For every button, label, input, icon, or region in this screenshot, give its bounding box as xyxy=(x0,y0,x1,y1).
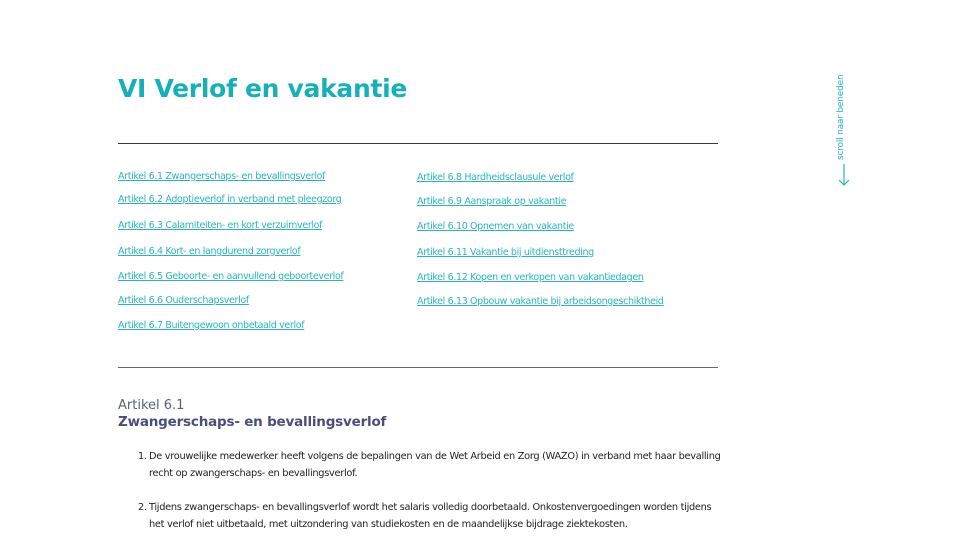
toc-link-6-7[interactable]: Artikel 6.7 Buitengewoon onbetaald verlof xyxy=(118,320,305,331)
toc-link-6-13[interactable]: Artikel 6.13 Opbouw vakantie bij arbeidsongeschiktheid xyxy=(417,296,664,307)
divider-bottom xyxy=(118,367,718,368)
toc-link-6-1[interactable]: Artikel 6.1 Zwangerschaps- en bevallingsverlof xyxy=(118,171,326,182)
toc-link-6-12[interactable]: Artikel 6.12 Kopen en verkopen van vakantiedagen xyxy=(417,272,644,283)
article-number: Artikel 6.1 xyxy=(118,398,185,413)
toc-link-6-9[interactable]: Artikel 6.9 Aanspraak op vakantie xyxy=(417,196,567,207)
toc-link-6-5[interactable]: Artikel 6.5 Geboorte- en aanvullend geboorteverlof xyxy=(118,271,344,282)
toc-link-6-11[interactable]: Artikel 6.11 Vakantie bij uitdiensttreding xyxy=(417,247,594,258)
toc-link-6-4[interactable]: Artikel 6.4 Kort- en langdurend zorgverlof xyxy=(118,246,301,257)
toc-link-6-8[interactable]: Artikel 6.8 Hardheidsclausule verlof xyxy=(417,172,574,183)
article-title: Zwangerschaps- en bevallingsverlof xyxy=(118,414,387,430)
scroll-hint-label: scroll naar beneden xyxy=(836,74,846,160)
list-item-number: 1. xyxy=(138,451,147,462)
list-item-text: De vrouwelijke medewerker heeft volgens de bepalingen van de Wet Arbeid en Zorg (WAZO) in verband met haar bevalling recht op zwangerschaps- en bevallingsverlof. xyxy=(149,451,721,479)
divider-top xyxy=(118,143,718,144)
toc-link-6-3[interactable]: Artikel 6.3 Calamiteiten- en kort verzuimverlof xyxy=(118,220,323,231)
page-title: VI Verlof en vakantie xyxy=(118,74,408,103)
scroll-hint[interactable] xyxy=(836,74,852,189)
arrow-down-icon xyxy=(837,163,851,187)
list-item-text: Tijdens zwangerschaps- en bevallingsverlof wordt het salaris volledig doorbetaald. Onkostenvergoedingen worden tijdens het verlof niet uitbetaald, met uitzondering van studiekosten en de maandelijkse bijdrage ziektekosten. xyxy=(149,502,712,530)
toc-link-6-6[interactable]: Artikel 6.6 Ouderschapsverlof xyxy=(118,295,249,306)
article-list-item xyxy=(138,499,728,533)
list-item-number: 2. xyxy=(138,502,147,513)
toc-link-6-2[interactable]: Artikel 6.2 Adoptieverlof in verband met pleegzorg xyxy=(118,194,342,205)
toc-link-6-10[interactable]: Artikel 6.10 Opnemen van vakantie xyxy=(417,221,574,232)
article-list-item xyxy=(138,448,728,482)
